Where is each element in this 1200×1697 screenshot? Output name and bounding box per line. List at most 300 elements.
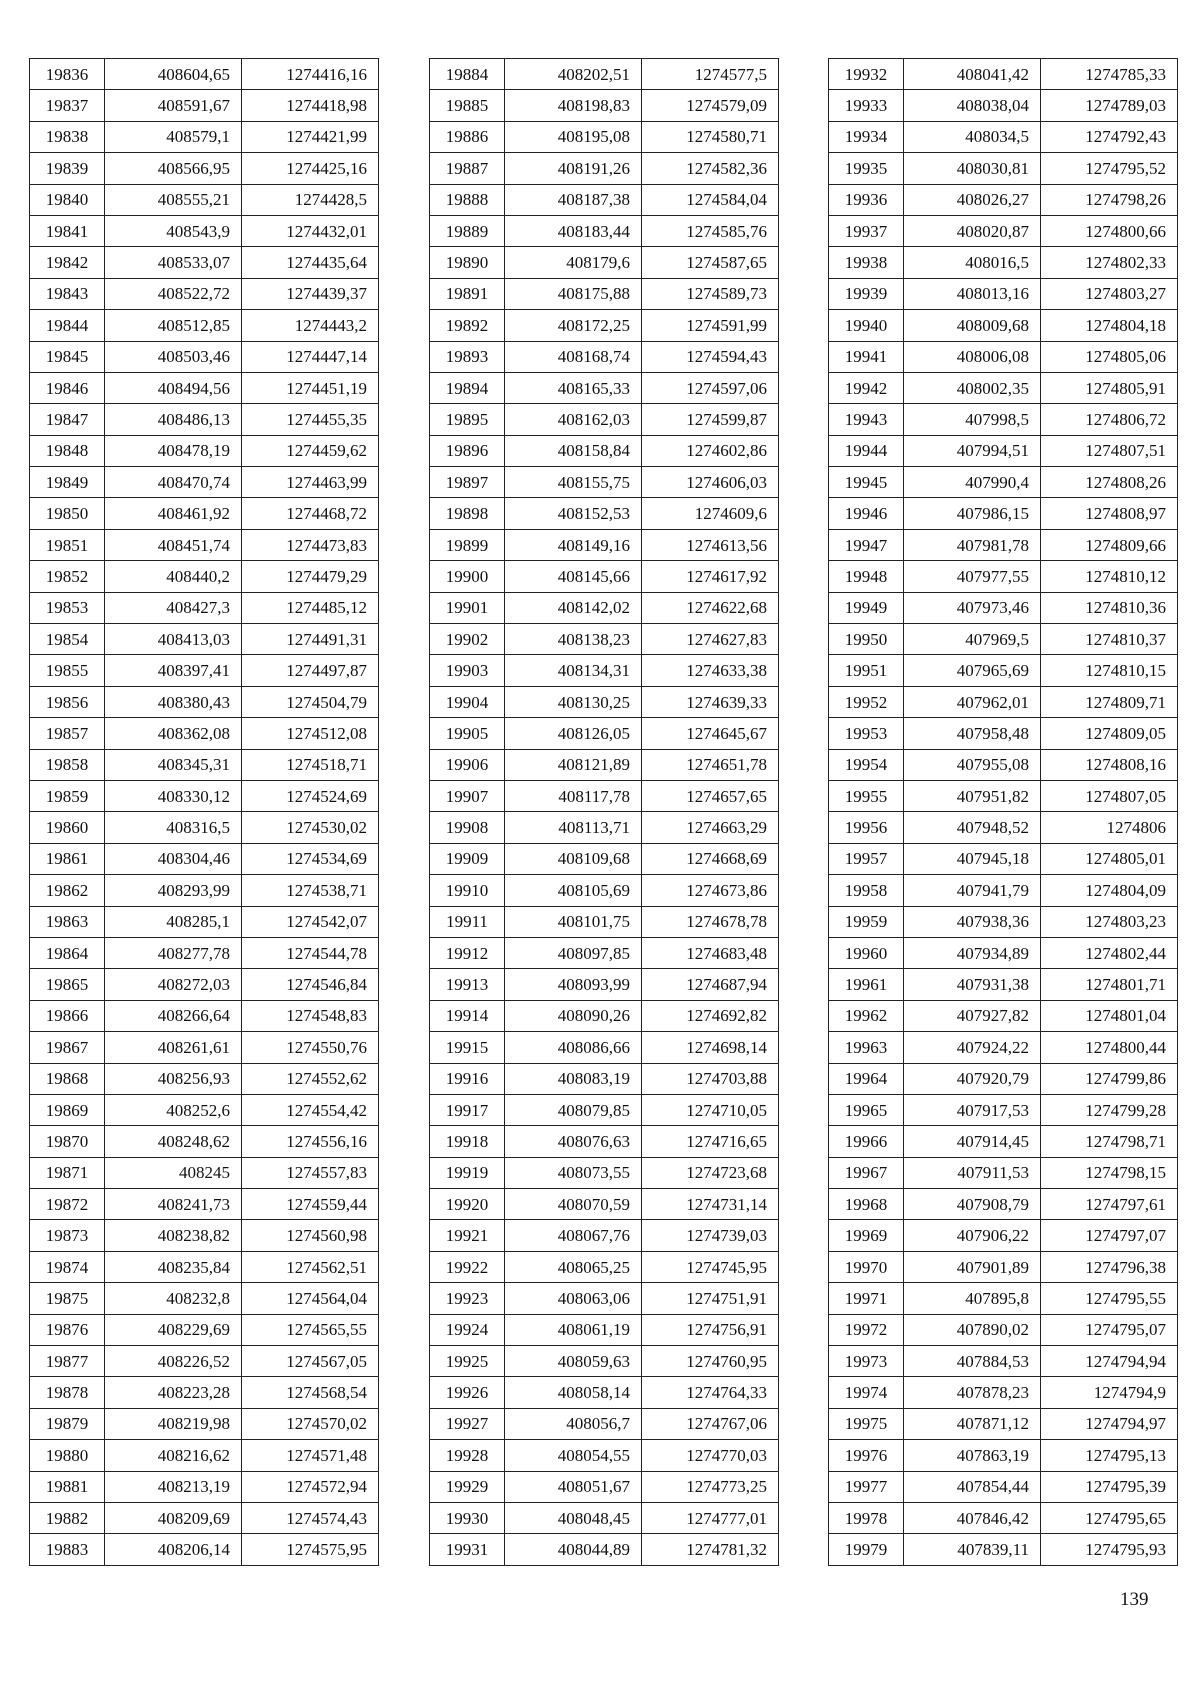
point-number-cell: 19865 (30, 969, 105, 1000)
y-coordinate-cell: 1274575,95 (242, 1534, 379, 1565)
y-coordinate-cell: 1274805,91 (1041, 372, 1178, 403)
y-coordinate-cell: 1274606,03 (642, 467, 779, 498)
table-row (829, 247, 1178, 278)
point-number-cell: 19839 (30, 153, 105, 184)
table-row (829, 1283, 1178, 1314)
table-row (30, 718, 379, 749)
point-number-cell: 19964 (829, 1063, 904, 1094)
y-coordinate-cell: 1274810,36 (1041, 592, 1178, 623)
y-coordinate-cell: 1274562,51 (242, 1251, 379, 1282)
y-coordinate-cell: 1274716,65 (642, 1126, 779, 1157)
x-coordinate-cell: 408293,99 (105, 875, 242, 906)
table-row (30, 1502, 379, 1533)
point-number-cell: 19913 (430, 969, 505, 1000)
x-coordinate-cell: 407854,44 (904, 1471, 1041, 1502)
table-row (30, 529, 379, 560)
point-number-cell: 19922 (430, 1251, 505, 1282)
y-coordinate-cell: 1274418,98 (242, 90, 379, 121)
table-row (829, 153, 1178, 184)
y-coordinate-cell: 1274651,78 (642, 749, 779, 780)
y-coordinate-cell: 1274794,9 (1041, 1377, 1178, 1408)
point-number-cell: 19930 (430, 1502, 505, 1533)
table-row (829, 215, 1178, 246)
table-row (829, 686, 1178, 717)
table-row (430, 278, 779, 309)
table-row (829, 1094, 1178, 1125)
table-row (829, 780, 1178, 811)
point-number-cell: 19967 (829, 1157, 904, 1188)
point-number-cell: 19873 (30, 1220, 105, 1251)
y-coordinate-cell: 1274570,02 (242, 1408, 379, 1439)
x-coordinate-cell: 408543,9 (105, 215, 242, 246)
x-coordinate-cell: 408038,04 (904, 90, 1041, 121)
x-coordinate-cell: 408362,08 (105, 718, 242, 749)
x-coordinate-cell: 408183,44 (505, 215, 642, 246)
x-coordinate-cell: 408451,74 (105, 529, 242, 560)
point-number-cell: 19947 (829, 529, 904, 560)
x-coordinate-cell: 408041,42 (904, 59, 1041, 90)
y-coordinate-cell: 1274568,54 (242, 1377, 379, 1408)
x-coordinate-cell: 408179,6 (505, 247, 642, 278)
point-number-cell: 19935 (829, 153, 904, 184)
x-coordinate-cell: 408345,31 (105, 749, 242, 780)
point-number-cell: 19929 (430, 1471, 505, 1502)
y-coordinate-cell: 1274512,08 (242, 718, 379, 749)
table-row (829, 1377, 1178, 1408)
x-coordinate-cell: 408030,81 (904, 153, 1041, 184)
x-coordinate-cell: 407924,22 (904, 1032, 1041, 1063)
x-coordinate-cell: 408121,89 (505, 749, 642, 780)
point-number-cell: 19915 (430, 1032, 505, 1063)
y-coordinate-cell: 1274443,2 (242, 310, 379, 341)
point-number-cell: 19877 (30, 1346, 105, 1377)
table-row (829, 121, 1178, 152)
table-row (829, 1032, 1178, 1063)
table-row (30, 121, 379, 152)
x-coordinate-cell: 407994,51 (904, 435, 1041, 466)
point-number-cell: 19863 (30, 906, 105, 937)
point-number-cell: 19845 (30, 341, 105, 372)
x-coordinate-cell: 408134,31 (505, 655, 642, 686)
y-coordinate-cell: 1274798,26 (1041, 184, 1178, 215)
page-number: 139 (1120, 1589, 1149, 1610)
table-row (30, 1346, 379, 1377)
point-number-cell: 19843 (30, 278, 105, 309)
y-coordinate-cell: 1274795,13 (1041, 1440, 1178, 1471)
table-row (430, 153, 779, 184)
table-row (829, 59, 1178, 90)
y-coordinate-cell: 1274798,15 (1041, 1157, 1178, 1188)
point-number-cell: 19945 (829, 467, 904, 498)
point-number-cell: 19911 (430, 906, 505, 937)
table-row (30, 184, 379, 215)
y-coordinate-cell: 1274599,87 (642, 404, 779, 435)
table-row (430, 1314, 779, 1345)
table-row (430, 686, 779, 717)
table-row (829, 1471, 1178, 1502)
y-coordinate-cell: 1274602,86 (642, 435, 779, 466)
x-coordinate-cell: 408051,67 (505, 1471, 642, 1502)
x-coordinate-cell: 408285,1 (105, 906, 242, 937)
y-coordinate-cell: 1274805,06 (1041, 341, 1178, 372)
y-coordinate-cell: 1274802,33 (1041, 247, 1178, 278)
table-row (430, 215, 779, 246)
x-coordinate-cell: 408073,55 (505, 1157, 642, 1188)
y-coordinate-cell: 1274806 (1041, 812, 1178, 843)
point-number-cell: 19962 (829, 1000, 904, 1031)
table-row (430, 624, 779, 655)
y-coordinate-cell: 1274797,61 (1041, 1189, 1178, 1220)
table-row (430, 592, 779, 623)
x-coordinate-cell: 408591,67 (105, 90, 242, 121)
y-coordinate-cell: 1274804,18 (1041, 310, 1178, 341)
table-row (430, 843, 779, 874)
table-row (829, 1157, 1178, 1188)
point-number-cell: 19975 (829, 1408, 904, 1439)
x-coordinate-cell: 408090,26 (505, 1000, 642, 1031)
y-coordinate-cell: 1274589,73 (642, 278, 779, 309)
table-row (30, 1471, 379, 1502)
y-coordinate-cell: 1274797,07 (1041, 1220, 1178, 1251)
table-row (430, 718, 779, 749)
table-row (30, 1251, 379, 1282)
x-coordinate-cell: 408063,06 (505, 1283, 642, 1314)
table-row (430, 1032, 779, 1063)
x-coordinate-cell: 408533,07 (105, 247, 242, 278)
coordinate-table-body (430, 59, 779, 1566)
table-row (829, 718, 1178, 749)
y-coordinate-cell: 1274585,76 (642, 215, 779, 246)
x-coordinate-cell: 408522,72 (105, 278, 242, 309)
y-coordinate-cell: 1274459,62 (242, 435, 379, 466)
table-row (30, 1534, 379, 1565)
x-coordinate-cell: 408206,14 (105, 1534, 242, 1565)
y-coordinate-cell: 1274416,16 (242, 59, 379, 90)
y-coordinate-cell: 1274579,09 (642, 90, 779, 121)
x-coordinate-cell: 408172,25 (505, 310, 642, 341)
point-number-cell: 19875 (30, 1283, 105, 1314)
table-row (829, 1126, 1178, 1157)
y-coordinate-cell: 1274745,95 (642, 1251, 779, 1282)
table-row (30, 561, 379, 592)
x-coordinate-cell: 408093,99 (505, 969, 642, 1000)
table-row (30, 1032, 379, 1063)
y-coordinate-cell: 1274524,69 (242, 780, 379, 811)
y-coordinate-cell: 1274518,71 (242, 749, 379, 780)
table-row (829, 906, 1178, 937)
point-number-cell: 19890 (430, 247, 505, 278)
table-row (30, 1440, 379, 1471)
table-row (829, 655, 1178, 686)
x-coordinate-cell: 407917,53 (904, 1094, 1041, 1125)
point-number-cell: 19838 (30, 121, 105, 152)
point-number-cell: 19851 (30, 529, 105, 560)
y-coordinate-cell: 1274613,56 (642, 529, 779, 560)
table-row (829, 1063, 1178, 1094)
table-row (829, 624, 1178, 655)
x-coordinate-cell: 408304,46 (105, 843, 242, 874)
point-number-cell: 19855 (30, 655, 105, 686)
x-coordinate-cell: 407839,11 (904, 1534, 1041, 1565)
x-coordinate-cell: 407890,02 (904, 1314, 1041, 1345)
y-coordinate-cell: 1274542,07 (242, 906, 379, 937)
point-number-cell: 19931 (430, 1534, 505, 1565)
y-coordinate-cell: 1274582,36 (642, 153, 779, 184)
x-coordinate-cell: 408048,45 (505, 1502, 642, 1533)
table-row (829, 1220, 1178, 1251)
x-coordinate-cell: 408195,08 (505, 121, 642, 152)
y-coordinate-cell: 1274804,09 (1041, 875, 1178, 906)
y-coordinate-cell: 1274794,94 (1041, 1346, 1178, 1377)
point-number-cell: 19871 (30, 1157, 105, 1188)
y-coordinate-cell: 1274560,98 (242, 1220, 379, 1251)
y-coordinate-cell: 1274428,5 (242, 184, 379, 215)
point-number-cell: 19941 (829, 341, 904, 372)
table-row (430, 875, 779, 906)
y-coordinate-cell: 1274808,16 (1041, 749, 1178, 780)
y-coordinate-cell: 1274548,83 (242, 1000, 379, 1031)
table-row (430, 655, 779, 686)
x-coordinate-cell: 408175,88 (505, 278, 642, 309)
point-number-cell: 19943 (829, 404, 904, 435)
table-row (430, 1408, 779, 1439)
table-row (30, 686, 379, 717)
table-row (30, 624, 379, 655)
y-coordinate-cell: 1274435,64 (242, 247, 379, 278)
table-row (30, 749, 379, 780)
x-coordinate-cell: 408097,85 (505, 937, 642, 968)
y-coordinate-cell: 1274657,65 (642, 780, 779, 811)
y-coordinate-cell: 1274795,07 (1041, 1314, 1178, 1345)
y-coordinate-cell: 1274564,04 (242, 1283, 379, 1314)
table-row (829, 843, 1178, 874)
point-number-cell: 19880 (30, 1440, 105, 1471)
x-coordinate-cell: 407958,48 (904, 718, 1041, 749)
x-coordinate-cell: 408198,83 (505, 90, 642, 121)
table-row (30, 153, 379, 184)
y-coordinate-cell: 1274425,16 (242, 153, 379, 184)
x-coordinate-cell: 408145,66 (505, 561, 642, 592)
x-coordinate-cell: 408503,46 (105, 341, 242, 372)
point-number-cell: 19948 (829, 561, 904, 592)
y-coordinate-cell: 1274439,37 (242, 278, 379, 309)
x-coordinate-cell: 407846,42 (904, 1502, 1041, 1533)
table-row (430, 90, 779, 121)
point-number-cell: 19952 (829, 686, 904, 717)
table-row (430, 310, 779, 341)
table-row (430, 404, 779, 435)
x-coordinate-cell: 408076,63 (505, 1126, 642, 1157)
y-coordinate-cell: 1274770,03 (642, 1440, 779, 1471)
x-coordinate-cell: 408232,8 (105, 1283, 242, 1314)
point-number-cell: 19894 (430, 372, 505, 403)
x-coordinate-cell: 408413,03 (105, 624, 242, 655)
y-coordinate-cell: 1274710,05 (642, 1094, 779, 1125)
table-row (430, 1126, 779, 1157)
table-row (30, 592, 379, 623)
x-coordinate-cell: 408330,12 (105, 780, 242, 811)
point-number-cell: 19898 (430, 498, 505, 529)
table-row (829, 937, 1178, 968)
x-coordinate-cell: 408065,25 (505, 1251, 642, 1282)
table-row (430, 1000, 779, 1031)
point-number-cell: 19955 (829, 780, 904, 811)
y-coordinate-cell: 1274810,37 (1041, 624, 1178, 655)
table-row (829, 749, 1178, 780)
point-number-cell: 19919 (430, 1157, 505, 1188)
x-coordinate-cell: 408020,87 (904, 215, 1041, 246)
x-coordinate-cell: 408138,23 (505, 624, 642, 655)
table-row (829, 435, 1178, 466)
x-coordinate-cell: 408219,98 (105, 1408, 242, 1439)
point-number-cell: 19946 (829, 498, 904, 529)
point-number-cell: 19971 (829, 1283, 904, 1314)
point-number-cell: 19969 (829, 1220, 904, 1251)
point-number-cell: 19852 (30, 561, 105, 592)
x-coordinate-cell: 407878,23 (904, 1377, 1041, 1408)
table-row (430, 906, 779, 937)
coordinate-table-3 (828, 58, 1178, 1566)
y-coordinate-cell: 1274584,04 (642, 184, 779, 215)
y-coordinate-cell: 1274451,19 (242, 372, 379, 403)
x-coordinate-cell: 408034,5 (904, 121, 1041, 152)
point-number-cell: 19840 (30, 184, 105, 215)
point-number-cell: 19850 (30, 498, 105, 529)
point-number-cell: 19878 (30, 1377, 105, 1408)
table-row (829, 1189, 1178, 1220)
table-row (430, 1094, 779, 1125)
y-coordinate-cell: 1274698,14 (642, 1032, 779, 1063)
point-number-cell: 19876 (30, 1314, 105, 1345)
y-coordinate-cell: 1274530,02 (242, 812, 379, 843)
y-coordinate-cell: 1274617,92 (642, 561, 779, 592)
table-row (30, 1283, 379, 1314)
point-number-cell: 19917 (430, 1094, 505, 1125)
y-coordinate-cell: 1274587,65 (642, 247, 779, 278)
x-coordinate-cell: 408113,71 (505, 812, 642, 843)
point-number-cell: 19897 (430, 467, 505, 498)
y-coordinate-cell: 1274802,44 (1041, 937, 1178, 968)
table-row (430, 749, 779, 780)
x-coordinate-cell: 408241,73 (105, 1189, 242, 1220)
table-row (430, 247, 779, 278)
point-number-cell: 19869 (30, 1094, 105, 1125)
point-number-cell: 19914 (430, 1000, 505, 1031)
x-coordinate-cell: 408165,33 (505, 372, 642, 403)
x-coordinate-cell: 408002,35 (904, 372, 1041, 403)
table-row (30, 1094, 379, 1125)
x-coordinate-cell: 407911,53 (904, 1157, 1041, 1188)
point-number-cell: 19924 (430, 1314, 505, 1345)
x-coordinate-cell: 407945,18 (904, 843, 1041, 874)
table-row (829, 1408, 1178, 1439)
coordinate-table-body (829, 59, 1178, 1566)
y-coordinate-cell: 1274567,05 (242, 1346, 379, 1377)
x-coordinate-cell: 407962,01 (904, 686, 1041, 717)
point-number-cell: 19867 (30, 1032, 105, 1063)
y-coordinate-cell: 1274546,84 (242, 969, 379, 1000)
point-number-cell: 19854 (30, 624, 105, 655)
point-number-cell: 19870 (30, 1126, 105, 1157)
x-coordinate-cell: 407969,5 (904, 624, 1041, 655)
x-coordinate-cell: 408086,66 (505, 1032, 642, 1063)
x-coordinate-cell: 408213,19 (105, 1471, 242, 1502)
y-coordinate-cell: 1274557,83 (242, 1157, 379, 1188)
point-number-cell: 19859 (30, 780, 105, 811)
y-coordinate-cell: 1274810,15 (1041, 655, 1178, 686)
table-row (829, 1000, 1178, 1031)
point-number-cell: 19933 (829, 90, 904, 121)
point-number-cell: 19908 (430, 812, 505, 843)
x-coordinate-cell: 408149,16 (505, 529, 642, 560)
y-coordinate-cell: 1274580,71 (642, 121, 779, 152)
table-row (829, 372, 1178, 403)
table-row (30, 875, 379, 906)
y-coordinate-cell: 1274781,32 (642, 1534, 779, 1565)
point-number-cell: 19885 (430, 90, 505, 121)
y-coordinate-cell: 1274574,43 (242, 1502, 379, 1533)
table-row (829, 404, 1178, 435)
table-row (430, 529, 779, 560)
x-coordinate-cell: 408016,5 (904, 247, 1041, 278)
point-number-cell: 19961 (829, 969, 904, 1000)
x-coordinate-cell: 408248,62 (105, 1126, 242, 1157)
y-coordinate-cell: 1274552,62 (242, 1063, 379, 1094)
y-coordinate-cell: 1274809,71 (1041, 686, 1178, 717)
x-coordinate-cell: 408216,62 (105, 1440, 242, 1471)
point-number-cell: 19910 (430, 875, 505, 906)
table-row (430, 1377, 779, 1408)
point-number-cell: 19950 (829, 624, 904, 655)
y-coordinate-cell: 1274609,6 (642, 498, 779, 529)
point-number-cell: 19926 (430, 1377, 505, 1408)
x-coordinate-cell: 408079,85 (505, 1094, 642, 1125)
table-row (430, 1251, 779, 1282)
x-coordinate-cell: 407973,46 (904, 592, 1041, 623)
x-coordinate-cell: 407941,79 (904, 875, 1041, 906)
y-coordinate-cell: 1274571,48 (242, 1440, 379, 1471)
x-coordinate-cell: 408152,53 (505, 498, 642, 529)
table-row (829, 1440, 1178, 1471)
x-coordinate-cell: 408277,78 (105, 937, 242, 968)
table-row (30, 1377, 379, 1408)
x-coordinate-cell: 407895,8 (904, 1283, 1041, 1314)
table-row (430, 1157, 779, 1188)
point-number-cell: 19970 (829, 1251, 904, 1282)
table-row (829, 969, 1178, 1000)
x-coordinate-cell: 408187,38 (505, 184, 642, 215)
y-coordinate-cell: 1274808,97 (1041, 498, 1178, 529)
x-coordinate-cell: 407948,52 (904, 812, 1041, 843)
x-coordinate-cell: 408261,61 (105, 1032, 242, 1063)
y-coordinate-cell: 1274807,05 (1041, 780, 1178, 811)
point-number-cell: 19963 (829, 1032, 904, 1063)
y-coordinate-cell: 1274504,79 (242, 686, 379, 717)
table-row (829, 341, 1178, 372)
point-number-cell: 19925 (430, 1346, 505, 1377)
table-row (30, 435, 379, 466)
x-coordinate-cell: 408058,14 (505, 1377, 642, 1408)
point-number-cell: 19951 (829, 655, 904, 686)
y-coordinate-cell: 1274577,5 (642, 59, 779, 90)
x-coordinate-cell: 407914,45 (904, 1126, 1041, 1157)
point-number-cell: 19905 (430, 718, 505, 749)
y-coordinate-cell: 1274810,12 (1041, 561, 1178, 592)
y-coordinate-cell: 1274544,78 (242, 937, 379, 968)
table-row (30, 1063, 379, 1094)
y-coordinate-cell: 1274798,71 (1041, 1126, 1178, 1157)
y-coordinate-cell: 1274594,43 (642, 341, 779, 372)
